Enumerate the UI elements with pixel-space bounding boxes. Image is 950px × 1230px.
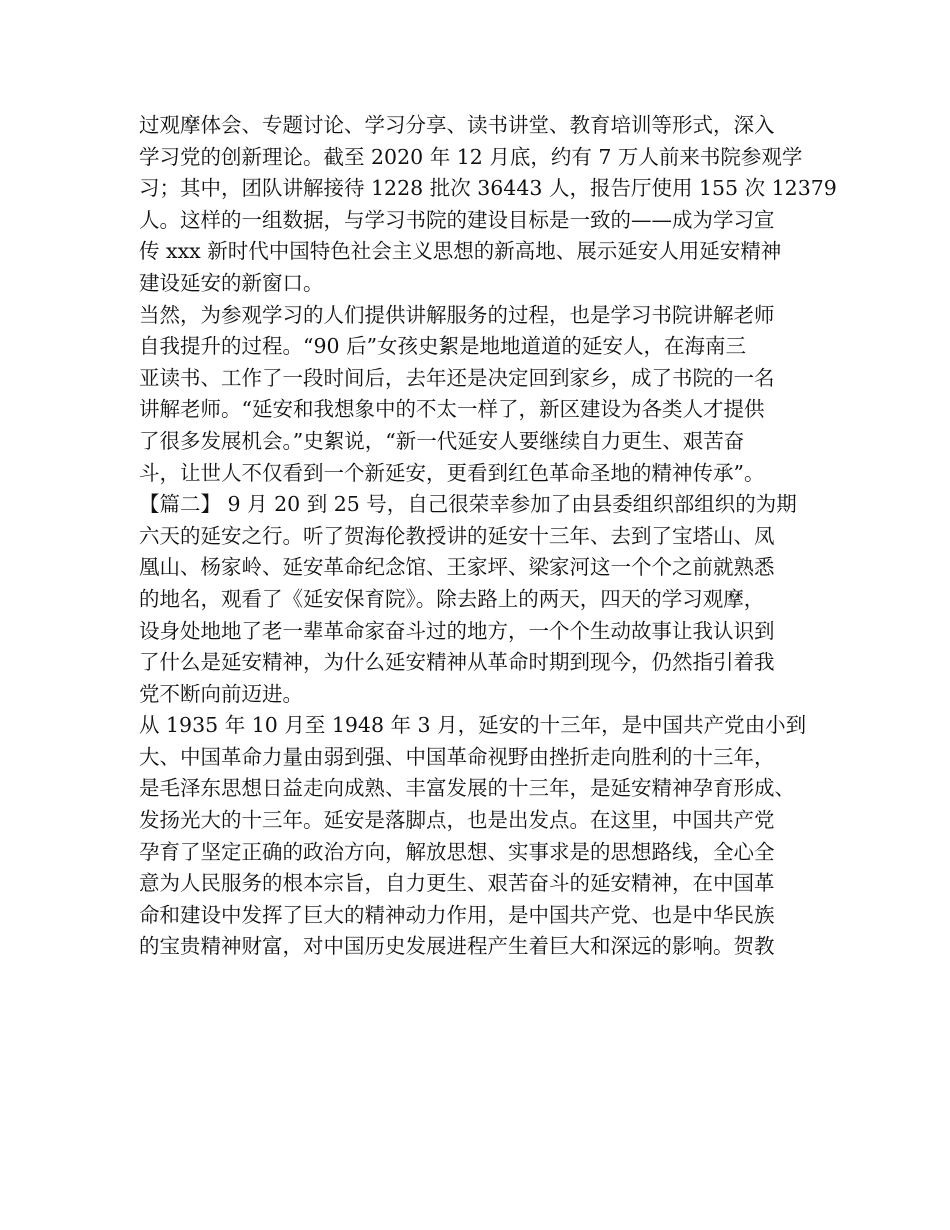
text-line: 从 1935 年 10 月至 1948 年 3 月，延安的十三年，是中国共产党由小到	[139, 713, 807, 738]
text-line: 人。这样的一组数据，与学习书院的建设目标是一致的——成为学习宣	[139, 207, 775, 232]
text-line: 六天的延安之行。听了贺海伦教授讲的延安十三年、去到了宝塔山、凤	[139, 523, 775, 548]
text-line: 当然，为参观学习的人们提供讲解服务的过程，也是学习书院讲解老师	[139, 302, 775, 327]
text-line: 孕育了坚定正确的政治方向，解放思想、实事求是的思想路线，全心全	[139, 839, 775, 864]
text-line: 亚读书、工作了一段时间后，去年还是决定回到家乡，成了书院的一名	[139, 365, 775, 390]
text-line: 自我提升的过程。“90 后”女孩史絮是地地道道的延安人，在海南三	[139, 334, 747, 359]
text-line: 大、中国革命力量由弱到强、中国革命视野由挫折走向胜利的十三年，	[139, 744, 775, 769]
text-line: 命和建设中发挥了巨大的精神动力作用，是中国共产党、也是中华民族	[139, 902, 775, 927]
text-line: 的地名，观看了《延安保育院》。除去路上的两天，四天的学习观摩，	[139, 586, 765, 611]
text-line: 建设延安的新窗口。	[139, 270, 324, 295]
text-line: 学习党的创新理论。截至 2020 年 12 月底，约有 7 万人前来书院参观学	[139, 144, 803, 169]
text-line: 了什么是延安精神，为什么延安精神从革命时期到现今，仍然指引着我	[139, 650, 775, 675]
text-line: 意为人民服务的根本宗旨，自力更生、艰苦奋斗的延安精神，在中国革	[139, 871, 775, 896]
text-line: 习；其中，团队讲解接待 1228 批次 36443 人，报告厅使用 155 次 12379	[139, 176, 837, 201]
text-line: 传 xxx 新时代中国特色社会主义思想的新高地、展示延安人用延安精神	[139, 239, 782, 264]
text-line: 是毛泽东思想日益走向成熟、丰富发展的十三年，是延安精神孕育形成、	[139, 776, 795, 801]
text-line: 设身处地地了老一辈革命家奋斗过的地方，一个个生动故事让我认识到	[139, 618, 775, 643]
text-line: 了很多发展机会。”史絮说，“新一代延安人要继续自力更生、艰苦奋	[139, 428, 745, 453]
text-line: 的宝贵精神财富，对中国历史发展进程产生着巨大和深远的影响。贺教	[139, 934, 775, 959]
text-line: 过观摩体会、专题讨论、学习分享、读书讲堂、教育培训等形式，深入	[139, 113, 775, 137]
text-line: 党不断向前迈进。	[139, 681, 303, 706]
text-line: 凰山、杨家岭、延安革命纪念馆、王家坪、梁家河这一个个之前就熟悉	[139, 555, 775, 580]
text-line: 斗，让世人不仅看到一个新延安，更看到红色革命圣地的精神传承”。	[139, 460, 765, 485]
text-line: 发扬光大的十三年。延安是落脚点，也是出发点。在这里，中国共产党	[139, 808, 775, 833]
text-line: 讲解老师。“延安和我想象中的不太一样了，新区建设为各类人才提供	[139, 397, 765, 422]
body-text	[139, 110, 837, 963]
section-heading-line: 【篇二】 9 月 20 到 25 号，自己很荣幸参加了由县委组织部组织的为期	[139, 492, 797, 517]
